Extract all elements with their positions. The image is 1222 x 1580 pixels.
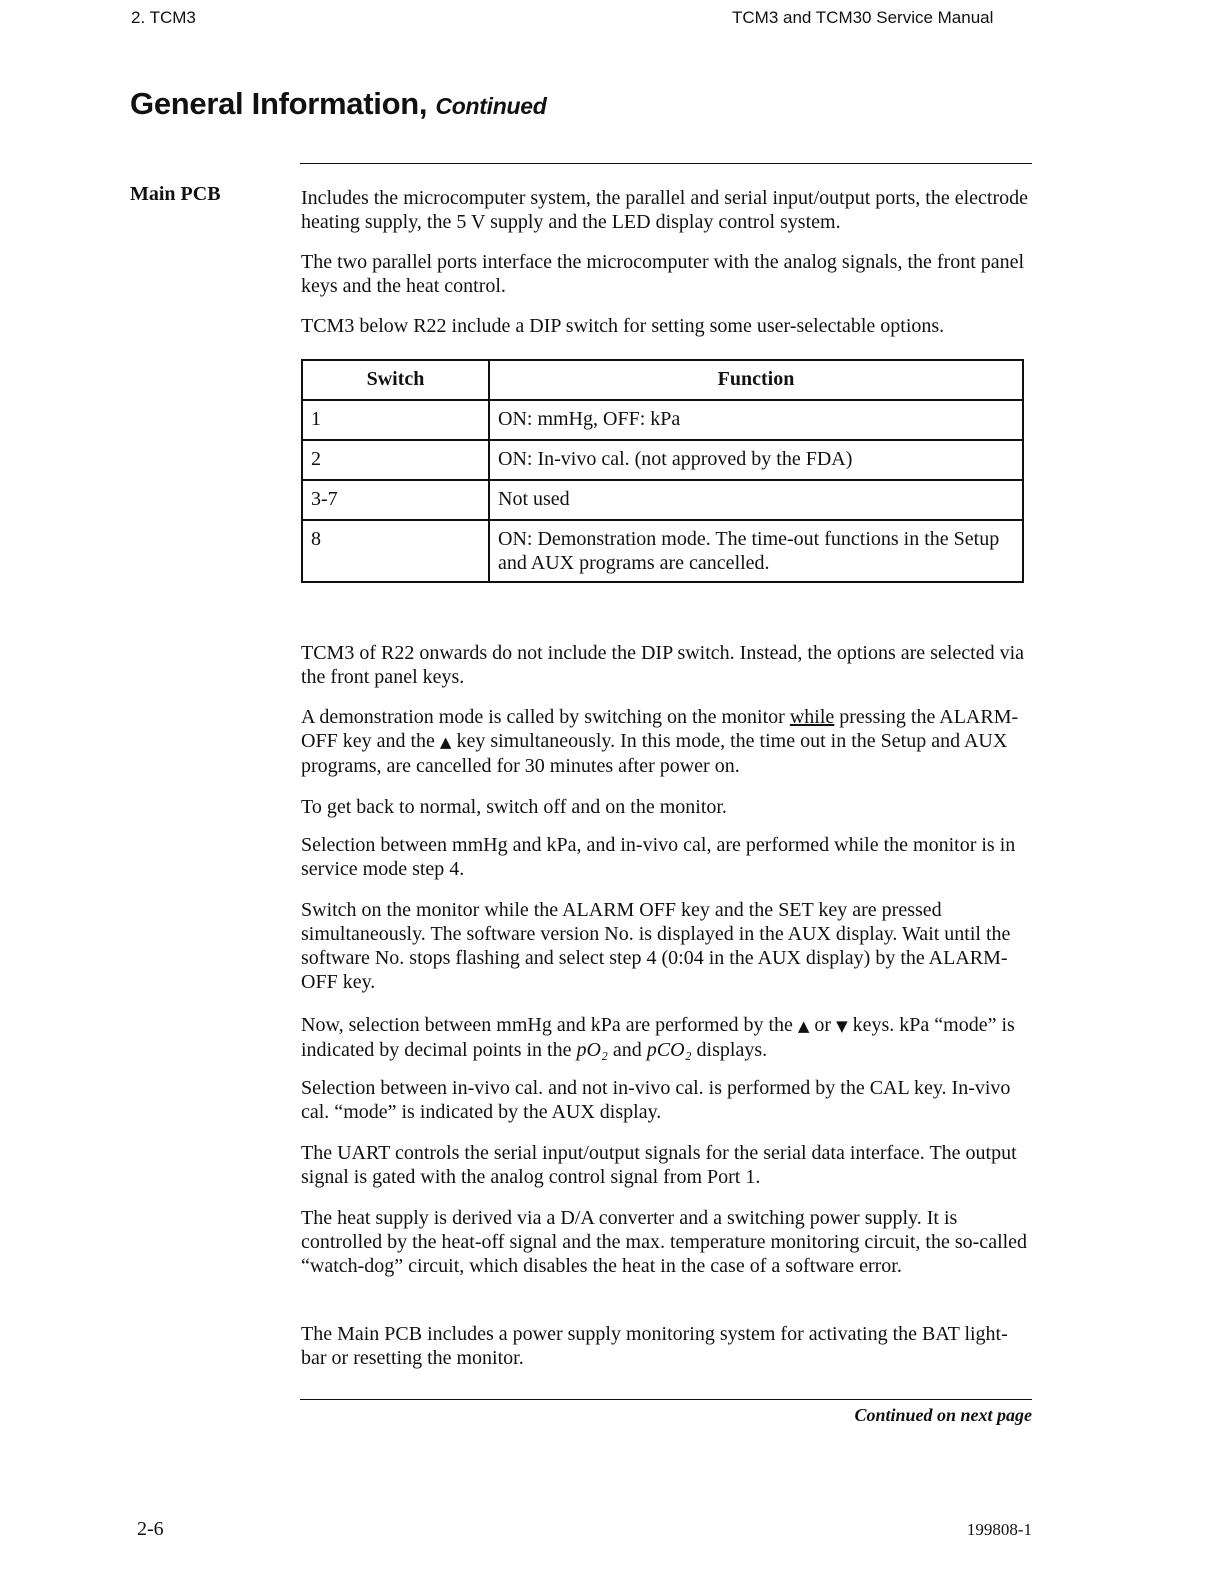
page-title-main: General Information, (130, 86, 428, 121)
table-row (302, 480, 1023, 520)
table-cell-switch: 3-7 (302, 480, 489, 520)
now-text-b: keys. kPa “mode” is indicated by decimal points in the (301, 1014, 1015, 1061)
paragraph-heat-supply: The heat supply is derived via a D/A converter and a switching power supply. It is controlled by the heat-off signal and the max. temperature monitoring circuit, the so-called “watch-dog” circuit, which disables the heat in the case of a software error. (301, 1207, 1028, 1277)
paragraph-r22-onwards: TCM3 of R22 onwards do not include the DIP switch. Instead, the options are selected via the front panel keys. (301, 642, 1024, 688)
paragraph-uart: The UART controls the serial input/output signals for the serial data interface. The output signal is gated with the analog control signal from Port 1. (301, 1142, 1017, 1188)
table-cell-function: Not used (489, 480, 1023, 520)
table-row (302, 400, 1023, 440)
demo-text-c: key simultaneously. In this mode, the time out in the Setup and AUX programs, are cancelled for 30 minutes after power on. (301, 730, 1008, 777)
table-cell-switch: 2 (302, 440, 489, 480)
paragraph-back-to-normal: To get back to normal, switch off and on the monitor. (301, 796, 727, 818)
page-title (130, 86, 547, 122)
intro-paragraph-3: TCM3 below R22 include a DIP switch for setting some user-selectable options. (301, 315, 945, 337)
dip-switch-table (301, 359, 1024, 583)
table-cell-switch: 1 (302, 400, 489, 440)
up-arrow-icon: ▲ (439, 733, 452, 751)
section-rule-top (300, 163, 1032, 164)
demo-text-b: pressing the ALARM-OFF key and the (301, 706, 1019, 752)
continued-on-next-page: Continued on next page (854, 1405, 1032, 1425)
now-text-or: or (809, 1014, 837, 1036)
pco2-term: pCO₂ (646, 1039, 692, 1061)
table-cell-function: ON: In-vivo cal. (not approved by the FDA) (489, 440, 1023, 480)
intro-paragraph-1: Includes the microcomputer system, the parallel and serial input/output ports, the electrode heating supply, the 5 V supply and the LED display control system. (301, 187, 1029, 233)
section-rule-bottom (300, 1399, 1032, 1400)
now-text-c: displays. (691, 1039, 768, 1061)
table-header-switch: Switch (302, 360, 489, 400)
table-header-function: Function (489, 360, 1023, 400)
table-cell-switch: 8 (302, 520, 489, 582)
paragraph-unit-selection (301, 1013, 1031, 1062)
table-cell-function: ON: Demonstration mode. The time-out functions in the Setup and AUX programs are cancelled. (489, 520, 1023, 582)
table-row (302, 520, 1023, 582)
intro-paragraph-2: The two parallel ports interface the microcomputer with the analog signals, the front panel keys and the heat control. (301, 251, 1025, 297)
table-header-row (302, 360, 1023, 400)
now-text-and: and (607, 1039, 647, 1061)
page-number: 2-6 (137, 1518, 164, 1540)
paragraph-in-vivo-selection: Selection between in-vivo cal. and not in-vivo cal. is performed by the CAL key. In-vivo cal. “mode” is indicated by the AUX display. (301, 1077, 1011, 1123)
table-cell-function: ON: mmHg, OFF: kPa (489, 400, 1023, 440)
po2-term: pO₂ (576, 1039, 608, 1061)
document-number: 199808-1 (966, 1520, 1032, 1539)
paragraph-selection-service-mode: Selection between mmHg and kPa, and in-vivo cal, are performed while the monitor is in service mode step 4. (301, 834, 1016, 880)
section-heading: Main PCB (130, 183, 221, 205)
running-header-manual-title: TCM3 and TCM30 Service Manual (732, 8, 994, 27)
demo-text-a: A demonstration mode is called by switching on the monitor (301, 706, 790, 728)
paragraph-switch-on: Switch on the monitor while the ALARM OFF key and the SET key are pressed simultaneously. The software version No. is displayed in the AUX display. Wait until the software No. stops flashing and select step 4 (0:04 in the AUX display) by the ALARM-OFF key. (301, 899, 1011, 993)
table-row (302, 440, 1023, 480)
demo-text-while: while (789, 706, 835, 728)
paragraph-power-monitoring: The Main PCB includes a power supply monitoring system for activating the BAT light-bar or resetting the monitor. (301, 1323, 1008, 1369)
running-header-chapter: 2. TCM3 (131, 8, 196, 27)
paragraph-demonstration-mode (301, 705, 1031, 778)
now-text-a: Now, selection between mmHg and kPa are performed by the (301, 1014, 798, 1036)
up-arrow-icon: ▲ (797, 1017, 810, 1035)
page-title-continued: Continued (435, 93, 547, 119)
down-arrow-icon: ▼ (836, 1017, 848, 1035)
